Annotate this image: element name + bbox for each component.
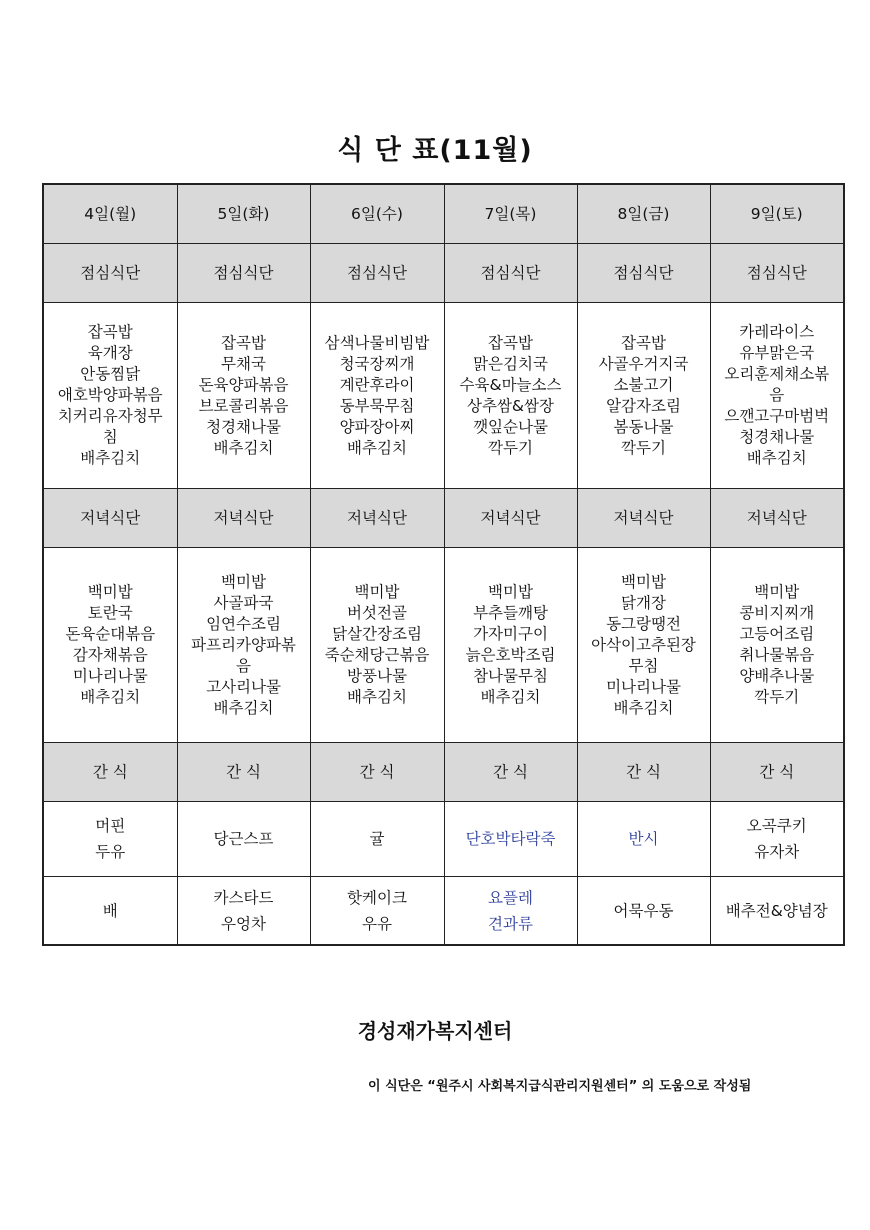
menu-item: 고사리나물 [206,677,281,696]
menu-item: 유부맑은국 [739,344,815,362]
day-header: 5일(화) [177,184,310,244]
dinner-menu-cell [577,548,710,743]
lunch-menu-cell [310,303,444,489]
menu-item: 머핀 [95,817,126,835]
menu-item: 브로콜리볶음 [198,396,289,415]
menu-item: 닭개장 [621,593,666,612]
menu-item: 유자차 [754,843,800,861]
center-name: 경성재가복지센터 [357,1019,513,1043]
snack-cell [444,877,577,946]
menu-item: 배추김치 [347,688,407,706]
menu-item: 배 [102,901,118,920]
dinner-menu-cell [177,548,310,743]
snack-label: 간 식 [43,743,177,802]
dinner-label: 저녁식단 [444,489,577,548]
lunch-menu-cell [710,303,844,489]
menu-item: 애호박양파볶음 [57,386,163,404]
dinner-row [43,548,844,743]
menu-item: 참나물무침 [473,667,548,685]
snack-cell [177,877,310,946]
menu-item: 청경채나물 [739,428,815,446]
snack-cell [310,802,444,877]
lunch-menu-cell [577,303,710,489]
snack-label: 간 식 [310,743,444,802]
snack-label: 간 식 [177,743,310,802]
dinner-label: 저녁식단 [710,489,844,548]
snack-cell [310,877,444,946]
menu-item: 두유 [95,843,126,861]
menu-item: 돈육순대볶음 [65,625,156,643]
date-row [43,184,844,244]
menu-item: 핫케이크 [347,888,407,907]
menu-item: 봄동나물 [613,417,674,436]
menu-item: 잡곡밥 [87,323,133,341]
menu-item: 닭살간장조림 [332,625,422,643]
page-title: 식 단 표(11월) [337,135,533,166]
menu-item: 맑은김치국 [473,354,548,373]
menu-item: 백미밥 [621,572,666,591]
menu-item: 침 [102,428,118,446]
menu-item: 계란후라이 [339,375,415,394]
day-header: 4일(월) [43,184,177,244]
day-header: 6일(수) [310,184,444,244]
lunch-label: 점심식단 [43,244,177,303]
menu-item: 소불고기 [613,375,674,394]
menu-item: 배추전&양념장 [725,901,828,920]
menu-item: 백미밥 [221,572,266,591]
dinner-menu-cell [310,548,444,743]
menu-item: 방풍나물 [347,667,407,685]
menu-item: 미나리나물 [72,667,148,685]
menu-item: 육개장 [87,344,133,362]
dinner-menu-cell [444,548,577,743]
menu-item: 우유 [362,914,392,933]
lunch-label-row [43,244,844,303]
menu-item: 백미밥 [488,583,533,601]
snack-cell [43,802,177,877]
menu-item: 깍두기 [754,688,800,706]
menu-item: 미나리나물 [606,677,681,696]
dinner-label-row [43,489,844,548]
lunch-label: 점심식단 [577,244,710,303]
snack-row-1 [43,802,844,877]
menu-item: 카레라이스 [739,323,815,341]
day-header: 9일(토) [710,184,844,244]
snack-label: 간 식 [577,743,710,802]
snack-cell [43,877,177,946]
snack-cell [444,802,577,877]
menu-item: 무채국 [221,354,266,373]
dinner-label: 저녁식단 [310,489,444,548]
footnote: 이 식단은 “원주시 사회복지급식관리지원센터” 의 도움으로 작성됨 [368,1079,752,1094]
menu-item: 잡곡밥 [488,333,533,352]
menu-item: 백미밥 [754,583,800,601]
menu-item: 감자채볶음 [72,646,148,664]
menu-item: 반시 [628,830,659,848]
menu-item: 치커리유자청무 [57,407,163,425]
menu-item: 청국장찌개 [339,354,415,373]
menu-item: 청경채나물 [206,417,281,436]
menu-item: 요플레 [488,888,533,907]
snack-row-2 [43,877,844,946]
menu-item: 삼색나물비빔밥 [324,333,430,352]
menu-item: 우엉차 [221,914,266,933]
menu-item: 안동찜닭 [80,365,141,383]
day-header: 8일(금) [577,184,710,244]
lunch-label: 점심식단 [310,244,444,303]
menu-item: 배추김치 [480,688,541,706]
menu-item: 죽순채당근볶음 [324,646,430,664]
day-header: 7일(목) [444,184,577,244]
lunch-menu-cell [444,303,577,489]
menu-item: 알감자조림 [606,396,681,415]
menu-item: 어묵우동 [613,901,674,920]
menu-item: 늙은호박조림 [465,646,556,664]
menu-item: 배추김치 [613,698,674,717]
menu-item: 당근스프 [213,830,274,848]
dinner-menu-cell [43,548,177,743]
snack-cell [577,877,710,946]
menu-item: 깍두기 [621,438,666,457]
lunch-label: 점심식단 [177,244,310,303]
menu-item: 배추김치 [213,698,274,717]
menu-item: 배추김치 [80,688,141,706]
menu-item: 배추김치 [80,449,141,467]
menu-item: 견과류 [488,914,533,933]
snack-cell [177,802,310,877]
menu-item: 으깬고구마범벅 [724,407,830,425]
menu-item: 배추김치 [746,449,807,467]
menu-item: 고등어조림 [739,625,815,643]
menu-item: 오리훈제채소볶 [724,365,830,383]
snack-label: 간 식 [444,743,577,802]
lunch-label: 점심식단 [444,244,577,303]
menu-item: 오곡쿠키 [746,817,807,835]
menu-item: 콩비지찌개 [739,604,815,622]
menu-item: 취나물볶음 [739,646,815,664]
snack-cell [710,877,844,946]
menu-item: 버섯전골 [347,604,407,622]
menu-item: 돈육양파볶음 [198,375,289,394]
menu-item: 수육&마늘소스 [459,375,562,394]
lunch-label: 점심식단 [710,244,844,303]
menu-table [42,183,845,946]
menu-item: 상추쌈&쌈장 [467,396,554,415]
menu-item: 음 [236,656,251,675]
menu-item: 양파장아찌 [339,417,415,436]
menu-item: 잡곡밥 [221,333,266,352]
menu-item: 아삭이고추된장 [591,635,696,654]
menu-item: 토란국 [87,604,133,622]
menu-item: 사골우거지국 [598,354,689,373]
menu-item: 배추김치 [213,438,274,457]
menu-item: 사골파국 [213,593,274,612]
menu-item: 단호박타락죽 [465,830,556,848]
snack-label: 간 식 [710,743,844,802]
menu-item: 부추들깨탕 [473,604,548,622]
menu-item: 깻잎순나물 [473,417,548,436]
menu-item: 백미밥 [87,583,133,601]
menu-item: 동부묵무침 [339,396,415,415]
menu-item: 무침 [628,656,659,675]
lunch-menu-cell [43,303,177,489]
dinner-label: 저녁식단 [577,489,710,548]
snack-cell [577,802,710,877]
dinner-menu-cell [710,548,844,743]
dinner-label: 저녁식단 [43,489,177,548]
lunch-row [43,303,844,489]
menu-item: 백미밥 [354,583,400,601]
menu-item: 파프리카양파볶 [191,635,296,654]
menu-item: 카스타드 [213,888,274,907]
menu-item: 귤 [369,830,385,848]
menu-item: 잡곡밥 [621,333,666,352]
menu-item: 배추김치 [347,438,407,457]
menu-item: 가자미구이 [473,625,548,643]
dinner-label: 저녁식단 [177,489,310,548]
menu-item: 임연수조림 [206,614,281,633]
menu-item: 양배추나물 [739,667,815,685]
menu-item: 깍두기 [488,438,533,457]
snack-cell [710,802,844,877]
snack-label-row [43,743,844,802]
menu-item: 동그랑땡전 [606,614,681,633]
menu-item: 음 [769,386,785,404]
lunch-menu-cell [177,303,310,489]
